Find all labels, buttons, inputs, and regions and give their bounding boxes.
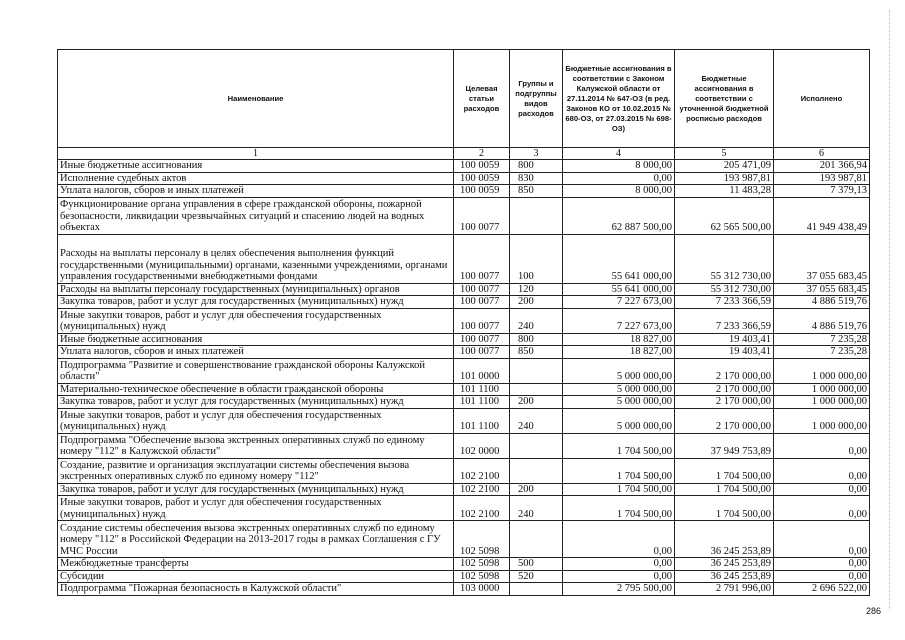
table-row <box>58 521 870 558</box>
row-executed: 37 055 683,45 <box>774 234 870 283</box>
header-executed: Исполнено <box>774 50 870 148</box>
row-name: Подпрограмма "Пожарная безопасность в Калужской области" <box>58 583 454 596</box>
row-budget-law: 5 000 000,00 <box>563 396 675 409</box>
row-executed: 0,00 <box>774 521 870 558</box>
table-row <box>58 197 870 234</box>
row-budget-law: 55 641 000,00 <box>563 234 675 283</box>
row-name: Субсидии <box>58 570 454 583</box>
row-target-article: 100 0059 <box>454 172 510 185</box>
row-target-article: 101 1100 <box>454 383 510 396</box>
column-number: 3 <box>510 148 563 160</box>
row-expense-group: 240 <box>510 408 563 433</box>
row-expense-group: 100 <box>510 234 563 283</box>
row-budget-list: 7 233 366,59 <box>675 308 774 333</box>
table-row <box>58 408 870 433</box>
row-budget-law: 1 704 500,00 <box>563 433 675 458</box>
row-target-article: 101 0000 <box>454 358 510 383</box>
row-name: Иные закупки товаров, работ и услуг для обеспечения государственных (муниципальных) нужд <box>58 408 454 433</box>
row-budget-list: 55 312 730,00 <box>675 234 774 283</box>
row-budget-list: 1 704 500,00 <box>675 458 774 483</box>
row-target-article: 100 0077 <box>454 283 510 296</box>
row-executed: 201 366,94 <box>774 160 870 173</box>
table-row <box>58 558 870 571</box>
scan-margin-line <box>889 10 890 610</box>
column-number: 2 <box>454 148 510 160</box>
row-target-article: 102 2100 <box>454 496 510 521</box>
row-target-article: 102 2100 <box>454 458 510 483</box>
row-name: Закупка товаров, работ и услуг для государственных (муниципальных) нужд <box>58 296 454 309</box>
row-executed: 1 000 000,00 <box>774 396 870 409</box>
table-row <box>58 383 870 396</box>
table-row <box>58 333 870 346</box>
row-expense-group: 520 <box>510 570 563 583</box>
row-name: Создание системы обеспечения вызова экстренных оперативных служб по единому номеру "112" в Российской Федерации на 2013-2017 годы в рамках Соглашения с ГУ МЧС России <box>58 521 454 558</box>
header-name: Наименование <box>58 50 454 148</box>
row-budget-list: 2 791 996,00 <box>675 583 774 596</box>
row-target-article: 100 0059 <box>454 160 510 173</box>
row-budget-law: 0,00 <box>563 558 675 571</box>
row-budget-list: 36 245 253,89 <box>675 521 774 558</box>
header-target-article: Целевая статьи расходов <box>454 50 510 148</box>
row-budget-law: 18 827,00 <box>563 333 675 346</box>
table-row <box>58 234 870 283</box>
header-budget-law: Бюджетные ассигнования в соответствии с Законом Калужской области от 27.11.2014 № 647-ОЗ (в ред. Законов КО от 10.02.2015 № 680-ОЗ, от 27.03.2015 № 698-ОЗ) <box>563 50 675 148</box>
row-executed: 7 235,28 <box>774 346 870 359</box>
row-budget-law: 1 704 500,00 <box>563 483 675 496</box>
table-row <box>58 496 870 521</box>
row-budget-list: 193 987,81 <box>675 172 774 185</box>
column-number: 1 <box>58 148 454 160</box>
row-expense-group: 240 <box>510 496 563 521</box>
row-budget-law: 0,00 <box>563 172 675 185</box>
table-row <box>58 570 870 583</box>
table-row <box>58 583 870 596</box>
page-number: 286 <box>866 606 882 616</box>
row-executed: 2 696 522,00 <box>774 583 870 596</box>
row-name: Расходы на выплаты персоналу государственных (муниципальных) органов <box>58 283 454 296</box>
row-budget-list: 2 170 000,00 <box>675 358 774 383</box>
row-target-article: 100 0077 <box>454 197 510 234</box>
row-budget-law: 1 704 500,00 <box>563 458 675 483</box>
row-name: Подпрограмма "Обеспечение вызова экстренных оперативных служб по единому номеру "112" в Калужской области" <box>58 433 454 458</box>
row-budget-list: 37 949 753,89 <box>675 433 774 458</box>
row-name: Материально-техническое обеспечение в области гражданской обороны <box>58 383 454 396</box>
row-expense-group <box>510 583 563 596</box>
row-name: Иные бюджетные ассигнования <box>58 160 454 173</box>
row-budget-list: 2 170 000,00 <box>675 408 774 433</box>
row-name: Межбюджетные трансферты <box>58 558 454 571</box>
table-row <box>58 346 870 359</box>
row-executed: 193 987,81 <box>774 172 870 185</box>
row-budget-list: 19 403,41 <box>675 333 774 346</box>
row-target-article: 102 5098 <box>454 558 510 571</box>
row-name: Закупка товаров, работ и услуг для государственных (муниципальных) нужд <box>58 483 454 496</box>
row-name: Закупка товаров, работ и услуг для государственных (муниципальных) нужд <box>58 396 454 409</box>
row-executed: 1 000 000,00 <box>774 408 870 433</box>
row-budget-list: 1 704 500,00 <box>675 483 774 496</box>
row-budget-list: 55 312 730,00 <box>675 283 774 296</box>
row-budget-law: 1 704 500,00 <box>563 496 675 521</box>
table-row <box>58 185 870 198</box>
row-executed: 1 000 000,00 <box>774 383 870 396</box>
row-target-article: 100 0077 <box>454 333 510 346</box>
row-executed: 41 949 438,49 <box>774 197 870 234</box>
row-expense-group: 240 <box>510 308 563 333</box>
table-row <box>58 458 870 483</box>
row-target-article: 103 0000 <box>454 583 510 596</box>
table-row <box>58 308 870 333</box>
table-row <box>58 160 870 173</box>
budget-execution-table <box>57 49 870 596</box>
row-expense-group <box>510 521 563 558</box>
row-target-article: 102 0000 <box>454 433 510 458</box>
table-row <box>58 396 870 409</box>
row-budget-law: 5 000 000,00 <box>563 408 675 433</box>
table-row <box>58 172 870 185</box>
table-body <box>58 160 870 596</box>
row-budget-list: 7 233 366,59 <box>675 296 774 309</box>
row-budget-law: 18 827,00 <box>563 346 675 359</box>
row-executed: 4 886 519,76 <box>774 296 870 309</box>
column-number-row <box>58 148 870 160</box>
table-row <box>58 358 870 383</box>
row-executed: 4 886 519,76 <box>774 308 870 333</box>
row-budget-list: 205 471,09 <box>675 160 774 173</box>
row-budget-law: 5 000 000,00 <box>563 358 675 383</box>
row-budget-law: 0,00 <box>563 570 675 583</box>
row-expense-group <box>510 358 563 383</box>
row-executed: 7 379,13 <box>774 185 870 198</box>
row-target-article: 100 0059 <box>454 185 510 198</box>
row-name: Уплата налогов, сборов и иных платежей <box>58 185 454 198</box>
row-budget-list: 36 245 253,89 <box>675 570 774 583</box>
row-target-article: 101 1100 <box>454 396 510 409</box>
row-name: Исполнение судебных актов <box>58 172 454 185</box>
row-target-article: 102 5098 <box>454 521 510 558</box>
row-expense-group: 200 <box>510 483 563 496</box>
row-budget-law: 55 641 000,00 <box>563 283 675 296</box>
row-executed: 0,00 <box>774 483 870 496</box>
row-budget-law: 8 000,00 <box>563 185 675 198</box>
row-expense-group <box>510 458 563 483</box>
row-name: Уплата налогов, сборов и иных платежей <box>58 346 454 359</box>
row-target-article: 100 0077 <box>454 308 510 333</box>
column-number: 4 <box>563 148 675 160</box>
row-target-article: 100 0077 <box>454 234 510 283</box>
table-row <box>58 433 870 458</box>
table-row <box>58 283 870 296</box>
row-budget-law: 8 000,00 <box>563 160 675 173</box>
row-budget-law: 5 000 000,00 <box>563 383 675 396</box>
table-row <box>58 296 870 309</box>
row-expense-group: 120 <box>510 283 563 296</box>
row-name: Функционирование органа управления в сфере гражданской обороны, пожарной безопасности, ликвидации чрезвычайных ситуаций и спасению людей на водных объектах <box>58 197 454 234</box>
row-budget-law: 2 795 500,00 <box>563 583 675 596</box>
row-budget-list: 2 170 000,00 <box>675 396 774 409</box>
row-name: Создание, развитие и организация эксплуатации системы обеспечения вызова экстренных оперативных служб по единому номеру "112" <box>58 458 454 483</box>
row-executed: 0,00 <box>774 458 870 483</box>
row-budget-law: 7 227 673,00 <box>563 296 675 309</box>
row-executed: 7 235,28 <box>774 333 870 346</box>
row-expense-group: 500 <box>510 558 563 571</box>
table-row <box>58 483 870 496</box>
row-target-article: 100 0077 <box>454 346 510 359</box>
row-target-article: 101 1100 <box>454 408 510 433</box>
row-executed: 1 000 000,00 <box>774 358 870 383</box>
row-expense-group: 800 <box>510 160 563 173</box>
row-expense-group <box>510 383 563 396</box>
row-executed: 0,00 <box>774 558 870 571</box>
row-target-article: 100 0077 <box>454 296 510 309</box>
column-number: 6 <box>774 148 870 160</box>
column-number: 5 <box>675 148 774 160</box>
row-name: Расходы на выплаты персоналу в целях обеспечения выполнения функций государственными (муниципальными) органами, казенными учреждениями, органами управления государственными внебюджетными фондами <box>58 234 454 283</box>
row-expense-group <box>510 197 563 234</box>
row-expense-group: 800 <box>510 333 563 346</box>
row-name: Иные закупки товаров, работ и услуг для обеспечения государственных (муниципальных) нужд <box>58 308 454 333</box>
row-expense-group: 850 <box>510 185 563 198</box>
row-target-article: 102 2100 <box>454 483 510 496</box>
row-name: Иные бюджетные ассигнования <box>58 333 454 346</box>
header-expense-group: Группы и подгруппы видов расходов <box>510 50 563 148</box>
header-row <box>58 50 870 148</box>
row-budget-list: 11 483,28 <box>675 185 774 198</box>
row-budget-list: 2 170 000,00 <box>675 383 774 396</box>
row-budget-list: 1 704 500,00 <box>675 496 774 521</box>
row-expense-group: 830 <box>510 172 563 185</box>
row-budget-list: 19 403,41 <box>675 346 774 359</box>
header-budget-list: Бюджетные ассигнования в соответствии с уточненной бюджетной росписью расходов <box>675 50 774 148</box>
row-expense-group: 200 <box>510 296 563 309</box>
row-name: Иные закупки товаров, работ и услуг для обеспечения государственных (муниципальных) нужд <box>58 496 454 521</box>
row-executed: 37 055 683,45 <box>774 283 870 296</box>
row-budget-law: 62 887 500,00 <box>563 197 675 234</box>
row-expense-group: 850 <box>510 346 563 359</box>
row-executed: 0,00 <box>774 433 870 458</box>
row-target-article: 102 5098 <box>454 570 510 583</box>
row-budget-list: 36 245 253,89 <box>675 558 774 571</box>
row-expense-group <box>510 433 563 458</box>
row-budget-law: 0,00 <box>563 521 675 558</box>
row-budget-list: 62 565 500,00 <box>675 197 774 234</box>
row-executed: 0,00 <box>774 570 870 583</box>
row-budget-law: 7 227 673,00 <box>563 308 675 333</box>
row-expense-group: 200 <box>510 396 563 409</box>
row-executed: 0,00 <box>774 496 870 521</box>
row-name: Подпрограмма "Развитие и совершенствование гражданской обороны Калужской области" <box>58 358 454 383</box>
